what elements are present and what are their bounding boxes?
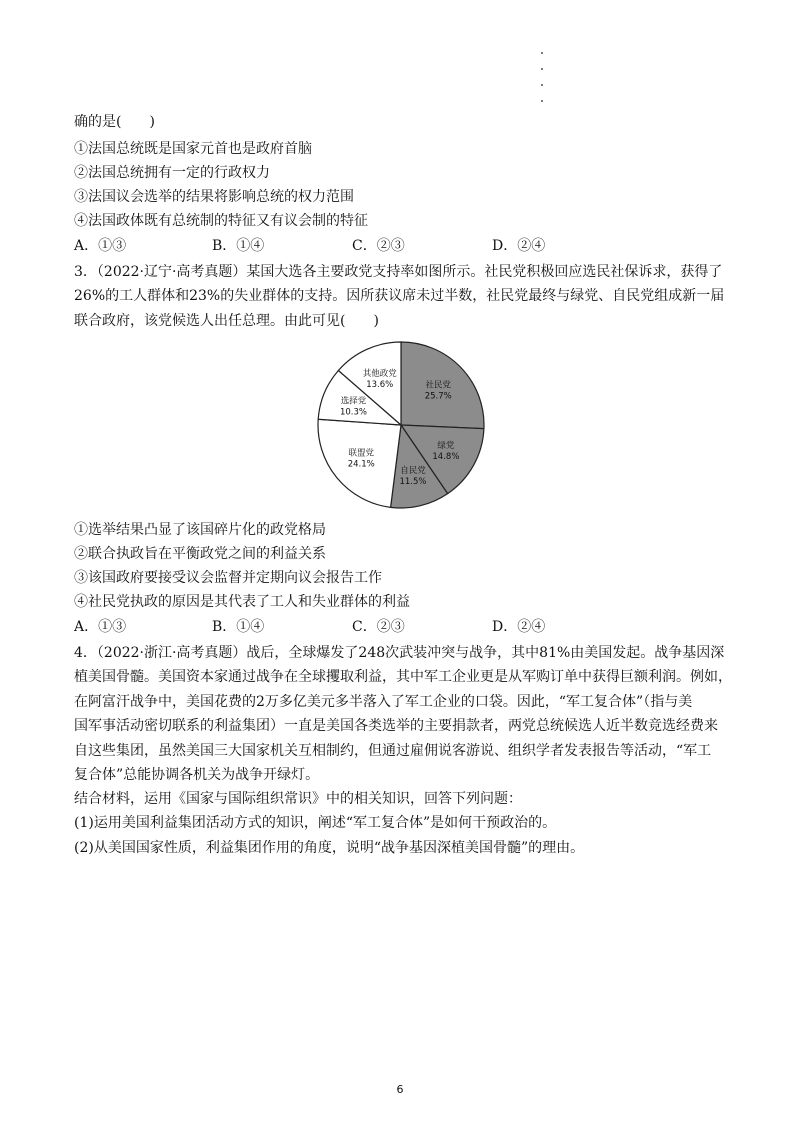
- q2-options: [74, 236, 594, 256]
- q3-statement-3: ③该国政府要接受议会监督并定期向议会报告工作: [74, 570, 382, 586]
- q4-stem-line-4: 国军事活动密切联系的利益集团）一直是美国各类选举的主要捐款者，两党总统候选人近半数竞选经费来: [74, 718, 718, 734]
- q3-option-b: B．①④: [212, 619, 265, 635]
- q3-statement-4: ④社民党执政的原因是其代表了工人和失业群体的利益: [74, 594, 410, 610]
- q4-stem-line-5: 自这些集团，虽然美国三大国家机关互相制约，但通过雇佣说客游说、组织学者发表报告等活动，“军工: [74, 743, 712, 759]
- q3-stem-line-3: 联合政府，该党候选人出任总理。由此可见( ): [74, 313, 379, 329]
- q3-stem-line-1: 3．（2022·辽宁·高考真题）某国大选各主要政党支持率如图所示。社民党积极回应选民社保诉求，获得了: [74, 264, 723, 280]
- q2-option-d: D．②④: [492, 238, 546, 254]
- q3-options: [74, 617, 594, 637]
- q4-stem-line-6: 复合体”总能协调各机关为战争开绿灯。: [74, 767, 320, 783]
- q3-statement-1: ①选举结果凸显了该国碎片化的政党格局: [74, 522, 326, 538]
- q2-statement-2: ②法国总统拥有一定的行政权力: [74, 165, 270, 181]
- q3-stem-line-2: 26%的工人群体和23%的失业群体的支持。因所获议席未过半数，社民党最终与绿党、自民党组成新一届: [74, 288, 725, 304]
- pie-label-name-3: 自民党: [400, 466, 426, 476]
- pie-label-name-1: 社民党: [425, 380, 451, 391]
- q3-statement-2: ②联合执政旨在平衡政党之间的利益关系: [74, 546, 326, 562]
- page-number: 6: [396, 1083, 404, 1096]
- q3-option-c: C．②③: [352, 619, 405, 635]
- decorative-dots: [541, 52, 547, 116]
- q2-stem-tail: 确的是( ): [74, 114, 155, 130]
- pie-label-value-3: 11.5%: [399, 477, 427, 487]
- pie-label-name-5: 选择党: [340, 396, 367, 407]
- q4-stem-line-1: 4．（2022·浙江·高考真题）战后，全球爆发了248次武装冲突与战争，其中81%由美国发起。战争基因深: [74, 645, 725, 661]
- pie-label-value-1: 25.7%: [424, 391, 452, 402]
- pie-label-value-5: 10.3%: [339, 407, 368, 418]
- q3-option-a: A．①③: [74, 619, 127, 635]
- q2-statement-4: ④法国政体既有总统制的特征又有议会制的特征: [74, 213, 368, 229]
- q3-option-d: D．②④: [492, 619, 546, 635]
- q2-statement-1: ①法国总统既是国家元首也是政府首脑: [74, 141, 312, 157]
- pie-label-value-2: 14.8%: [432, 452, 460, 463]
- party-support-pie-chart: [316, 340, 486, 510]
- pie-label-name-6: 其他政党: [362, 369, 397, 380]
- pie-label-value-6: 13.6%: [366, 380, 394, 391]
- q2-statement-3: ③法国议会选举的结果将影响总统的权力范围: [74, 189, 354, 205]
- q4-stem-line-2: 植美国骨髓。美国资本家通过战争在全球攫取利益，其中军工企业更是从军购订单中获得巨额利润。例如，: [74, 669, 732, 685]
- q4-instruction: 结合材料，运用《国家与国际组织常识》中的相关知识，回答下列问题：: [74, 791, 522, 807]
- q4-subquestion-2: (2)从美国国家性质，利益集团作用的角度，说明“战争基因深植美国骨髓”的理由。: [74, 840, 585, 856]
- q4-stem-line-3: 在阿富汗战争中，美国花费的2万多亿美元多半落入了军工企业的口袋。因此，“军工复合体”（指与美: [74, 694, 693, 710]
- q2-option-b: B．①④: [212, 238, 265, 254]
- pie-label-value-4: 24.1%: [347, 459, 375, 470]
- q2-option-a: A．①③: [74, 238, 127, 254]
- q2-option-c: C．②③: [352, 238, 405, 254]
- q4-subquestion-1: (1)运用美国利益集团活动方式的知识，阐述“军工复合体”是如何干预政治的。: [74, 815, 557, 831]
- pie-label-name-2: 绿党: [437, 441, 455, 452]
- pie-label-name-4: 联盟党: [348, 448, 374, 459]
